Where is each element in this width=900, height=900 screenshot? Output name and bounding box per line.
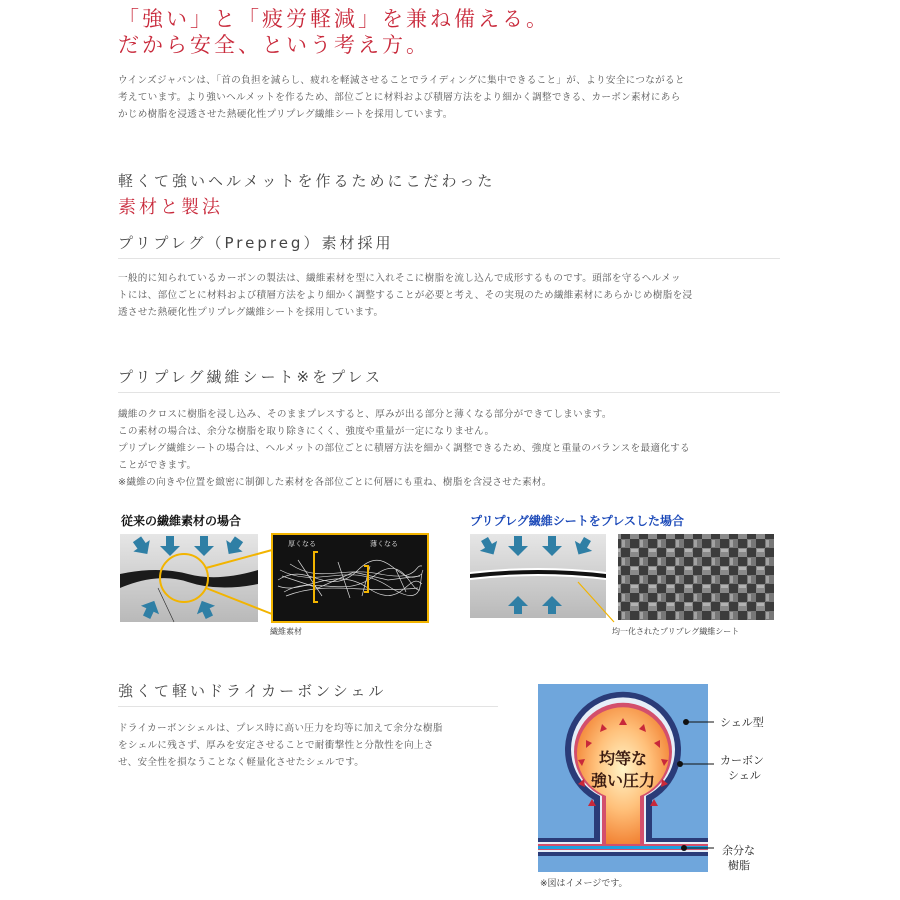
intro-line: ウインズジャパンは、「首の負担を減らし、疲れを軽減させることでライディングに集中できること」が、より安全につながると (118, 75, 685, 86)
shell-line: をシェルに残さず、厚みを安定させることで耐衝撃性と分散性を向上さ (118, 740, 434, 751)
uniform-sheet-caption: 均一化されたプリプレグ繊維シート (612, 627, 740, 636)
press-line: この素材の場合は、余分な樹脂を取り除きにくく、強度や重量が一定になりません。 (118, 426, 495, 437)
shell-line: ドライカーボンシェルは、プレス時に高い圧力を均等に加えて余分な樹脂 (118, 723, 443, 734)
prepreg-line: 一般的に知られているカーボンの製法は、繊維素材を型に入れそこに樹脂を流し込んで成形するものです。頭部を守るヘルメッ (118, 273, 681, 284)
press-line: 繊維のクロスに樹脂を浸し込み、そのままプレスすると、厚みが出る部分と薄くなる部分ができてしまいます。 (118, 409, 612, 420)
divider (118, 706, 498, 707)
pressure-label-2: 強い圧力 (590, 771, 656, 790)
image-note: ※図はイメージです。 (540, 879, 628, 889)
right-figure-title: プリプレグ繊維シートをプレスした場合 (470, 514, 684, 528)
thick-label: 厚くなる (288, 540, 316, 548)
fiber-material-caption: 繊維素材 (270, 627, 302, 636)
intro-paragraph (118, 72, 798, 123)
press-line: ことができます。 (118, 460, 197, 471)
resin-label-1: 余分な (722, 844, 755, 857)
left-figure-title: 従来の繊維素材の場合 (121, 514, 242, 528)
press-line: プリプレグ繊維シートの場合は、ヘルメットの部位ごとに積層方法を細かく調整できるため、強度と重量のバランスを最適化する (118, 443, 690, 454)
intro-line: 考えています。より強いヘルメットを作るため、部位ごとに材料および積層方法をより細かく調整できる、カーボン素材にあら (118, 92, 681, 103)
carbon-label-2: シェル (728, 769, 761, 782)
prepreg-press-diagram (468, 530, 778, 630)
materials-title: 素材と製法 (118, 197, 223, 218)
shell-title: 強くて軽いドライカーボンシェル (118, 682, 387, 700)
prepreg-line: トには、部位ごとに材料および積層方法をより細かく調整することが必要と考え、その実現のため繊維素材にあらかじめ樹脂を浸 (118, 290, 693, 301)
pressure-label-1: 均等な (598, 749, 648, 768)
press-line: ※繊維の向きや位置を緻密に制御した素材を各部位ごとに何層にも重ね、樹脂を含浸させた素材。 (118, 477, 552, 488)
prepreg-line: 透させた熱硬化性プリプレグ繊維シートを採用しています。 (118, 307, 384, 318)
conventional-press-diagram (118, 530, 438, 640)
headline-line-2: だから安全、という考え方。 (118, 33, 430, 57)
prepreg-title: プリプレグ（Prepreg）素材採用 (118, 234, 394, 252)
press-title: プリプレグ繊維シート※をプレス (118, 368, 384, 386)
headline-line-1: 「強い」と「疲労軽減」を兼ね備える。 (118, 7, 550, 31)
divider (118, 258, 780, 259)
thin-label: 薄くなる (370, 540, 398, 548)
shell-line: せ、安全性を損なうことなく軽量化させたシェルです。 (118, 757, 365, 768)
shell-paragraph (118, 720, 508, 771)
resin-label-2: 樹脂 (728, 859, 750, 872)
divider (118, 392, 780, 393)
carbon-weave-image (618, 534, 774, 620)
mold-label: シェル型 (720, 716, 764, 729)
materials-subtitle: 軽くて強いヘルメットを作るためにこだわった (118, 172, 496, 190)
intro-line: かじめ樹脂を浸透させた熱硬化性プリプレグ繊維シートを採用しています。 (118, 109, 453, 120)
press-paragraph (118, 406, 798, 491)
carbon-label-1: カーボン (720, 754, 764, 767)
prepreg-paragraph (118, 270, 798, 321)
